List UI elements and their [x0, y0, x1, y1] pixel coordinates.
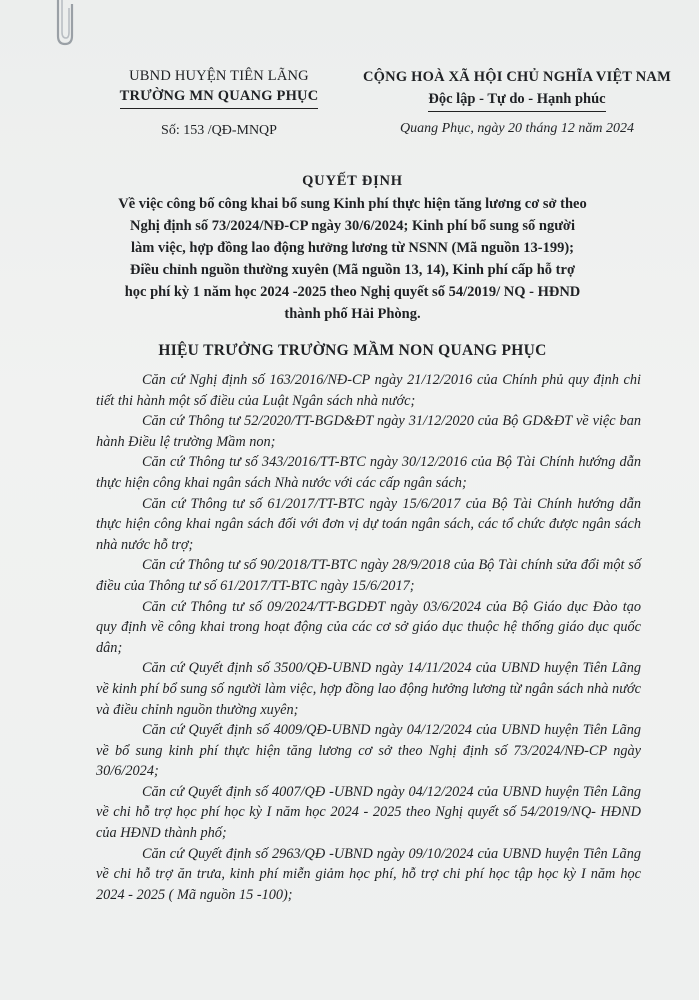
nation-name: CỘNG HOÀ XÃ HỘI CHỦ NGHĨA VIỆT NAM — [363, 69, 671, 85]
subject-line: Nghị định số 73/2024/NĐ-CP ngày 30/6/2024; Kinh phí bổ sung số người — [129, 218, 575, 234]
issuer-block — [104, 66, 334, 141]
paper-clip-icon — [50, 0, 78, 48]
legal-basis-list — [96, 370, 641, 905]
issuer-org: TRƯỜNG MN QUANG PHỤC — [120, 86, 319, 109]
subject-line: Về việc công bố công khai bổ sung Kinh phí thực hiện tăng lương cơ sở theo — [118, 196, 587, 212]
subject-line: làm việc, hợp đồng lao động hưởng lương từ NSNN (Mã nguồn 13-199); — [131, 240, 574, 256]
subject-line: thành phố Hải Phòng. — [284, 306, 421, 322]
legal-basis-item: Căn cứ Quyết định số 4009/QĐ-UBND ngày 04/12/2024 của UBND huyện Tiên Lãng về bổ sung kinh phí thực hiện tăng lương cơ sở theo Nghị định số 73/2024/NĐ-CP ngày 30/6/2024; — [96, 722, 641, 780]
document-number: Số: 153 /QĐ-MNQP — [161, 123, 277, 138]
legal-basis-item: Căn cứ Thông tư số 90/2018/TT-BTC ngày 28/9/2018 của Bộ Tài chính sửa đổi một số điều của Thông tư số 61/2017/TT-BTC ngày 15/6/2017; — [96, 557, 641, 594]
legal-basis-item: Căn cứ Thông tư số 09/2024/TT-BGDĐT ngày 03/6/2024 của Bộ Giáo dục Đào tạo quy định về công khai trong hoạt động của các cơ sở giáo dục thuộc hệ thống giáo dục quốc dân; — [96, 598, 641, 656]
legal-basis-item: Căn cứ Thông tư số 343/2016/TT-BTC ngày 30/12/2016 của Bộ Tài Chính hướng dẫn thực hiện công khai ngân sách Nhà nước với các cấp ngân sách; — [96, 454, 641, 491]
subject-line: Điều chỉnh nguồn thường xuyên (Mã nguồn 13, 14), Kinh phí cấp hỗ trợ — [130, 262, 575, 278]
national-motto: Độc lập - Tự do - Hạnh phúc — [428, 88, 605, 112]
legal-basis-item: Căn cứ Nghị định số 163/2016/NĐ-CP ngày 21/12/2016 của Chính phủ quy định chi tiết thi hành một số điều của Luật Ngân sách nhà nước; — [96, 372, 641, 409]
document-title: QUYẾT ĐỊNH — [302, 173, 403, 189]
legal-basis-item: Căn cứ Quyết định số 2963/QĐ -UBND ngày 09/10/2024 của UBND huyện Tiên Lãng về chi hỗ trợ ăn trưa, kinh phí miễn giảm học phí, hỗ trợ chi phí học tập học kỳ I năm học 2024 - 2025 ( Mã nguồn 15 -100); — [96, 845, 641, 903]
place-and-date: Quang Phục, ngày 20 tháng 12 năm 2024 — [399, 121, 635, 136]
issuing-authority: HIỆU TRƯỞNG TRƯỜNG MẦM NON QUANG PHỤC — [158, 342, 547, 359]
issuer-parent-org: UBND HUYỆN TIÊN LÃNG — [129, 68, 309, 84]
subject-line: học phí kỳ 1 năm học 2024 -2025 theo Nghị quyết số 54/2019/ NQ - HĐND — [124, 284, 581, 300]
national-heading — [352, 66, 682, 140]
legal-basis-item: Căn cứ Quyết định số 4007/QĐ -UBND ngày 04/12/2024 của UBND huyện Tiên Lãng về chi hỗ trợ học phí học kỳ I năm học 2024 - 2025 theo Nghị quyết số 54/2019/NQ- HĐND của HĐND thành phố; — [96, 783, 641, 842]
legal-basis-item: Căn cứ Thông tư số 61/2017/TT-BTC ngày 15/6/2017 của Bộ Tài Chính hướng dẫn thực hiện công khai ngân sách đối với đơn vị dự toán ngân sách, các tổ chức được ngân sách nhà nước hỗ trợ; — [96, 495, 641, 553]
legal-basis-item: Căn cứ Thông tư 52/2020/TT-BGD&ĐT ngày 31/12/2020 của Bộ GD&ĐT về việc ban hành Điều lệ trường Mầm non; — [96, 413, 641, 450]
decision-subject — [80, 193, 625, 325]
decision-title-block — [80, 170, 625, 325]
legal-basis-item: Căn cứ Quyết định số 3500/QĐ-UBND ngày 14/11/2024 của UBND huyện Tiên Lãng về kinh phí bổ sung số người làm việc, hợp đồng lao động hưởng lương từ ngân sách nhà nước và điều chỉnh nguồn thường xuyên; — [96, 660, 641, 718]
